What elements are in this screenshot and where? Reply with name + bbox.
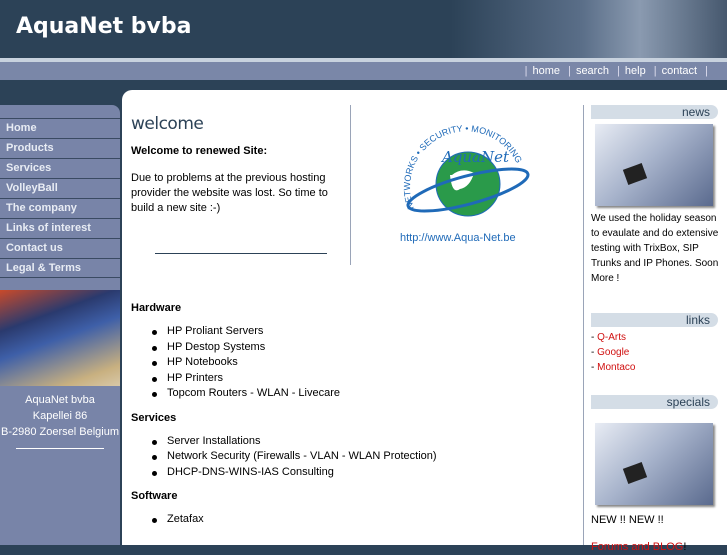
top-nav (0, 62, 727, 80)
aquanet-logo (392, 120, 542, 250)
link-montaco[interactable]: Montaco (597, 362, 636, 373)
specials-heading: specials (591, 395, 718, 409)
site-title: AquaNet bvba (16, 14, 192, 39)
list-item: HP Proliant Servers (152, 324, 471, 340)
news-image (595, 124, 713, 206)
sidebar-item-services[interactable]: Services (0, 158, 120, 178)
divider (350, 105, 351, 265)
nav-contact[interactable]: contact (661, 65, 698, 77)
list-item: DHCP-DNS-WINS-IAS Consulting (152, 465, 471, 481)
divider (583, 105, 584, 545)
nav-separator: | (653, 65, 657, 77)
specials-image (595, 423, 713, 505)
nav-help[interactable]: help (624, 65, 646, 77)
nav-separator: | (617, 65, 620, 77)
nav-separator: | (705, 65, 708, 77)
list-item: Zetafax (152, 512, 471, 528)
links-heading: links (591, 313, 718, 327)
hardware-list (152, 324, 471, 402)
link-google[interactable]: Google (597, 347, 630, 358)
section-title: Services (131, 411, 177, 424)
address-line: Kapellei 86 (32, 410, 88, 422)
nav-separator: | (568, 65, 571, 77)
software-list (152, 512, 471, 528)
sidebar-menu (0, 118, 120, 278)
page-title: welcome (131, 114, 204, 134)
sidebar-item-company[interactable]: The company (0, 198, 120, 218)
address (0, 392, 120, 440)
sidebar (0, 105, 120, 545)
divider (155, 253, 327, 254)
nav-search[interactable]: search (575, 65, 609, 77)
list-item: Topcom Routers - WLAN - Livecare (152, 386, 471, 402)
list-item: HP Printers (152, 371, 471, 387)
logo-url: http://www.Aqua-Net.be (400, 232, 516, 244)
intro (131, 144, 336, 216)
section-title: Hardware (131, 302, 182, 314)
sidebar-item-home[interactable]: Home (0, 118, 120, 138)
header-banner (0, 0, 727, 58)
divider (16, 448, 104, 449)
section-title: Software (131, 490, 178, 502)
sidebar-item-contact[interactable]: Contact us (0, 238, 120, 258)
volleyball-photo (0, 290, 120, 386)
news-heading: news (591, 105, 718, 119)
main-content (122, 90, 727, 553)
right-column (591, 105, 727, 555)
services-list (152, 434, 471, 481)
list-item: Server Installations (152, 434, 471, 450)
news-text: We used the holiday season to evaulate and do extensive testing with TrixBox, SIP Trunks and IP Phones. Soon More ! (591, 213, 719, 284)
intro-title: Welcome to renewed Site: (131, 145, 268, 157)
nav-home[interactable]: home (532, 65, 561, 77)
address-line: B-2980 Zoersel Belgium (0, 426, 119, 438)
sidebar-item-links[interactable]: Links of interest (0, 218, 120, 238)
list-item: HP Destop Systems (152, 340, 471, 356)
logo-arc-text: NETWORKS • SECURITY • MONITORING (401, 123, 524, 211)
intro-text: Due to problems at the previous hosting provider the website was lost. So time to build a new site :-) (131, 172, 328, 214)
link-q-arts[interactable]: Q-Arts (597, 332, 626, 343)
globe-icon (392, 120, 542, 230)
specials-suffix: ! (683, 541, 687, 553)
forums-blog-link[interactable]: Forums and BLOG (591, 541, 684, 553)
list-item: Network Security (Firewalls - VLAN - WLAN Protection) (152, 449, 471, 465)
specials-text: NEW !! NEW !! (591, 514, 664, 526)
address-line: AquaNet bvba (25, 394, 95, 406)
sidebar-item-volleyball[interactable]: VolleyBall (0, 178, 120, 198)
sidebar-item-legal[interactable]: Legal & Terms (0, 258, 120, 278)
links-list: - Q-Arts - Google - Montaco (591, 332, 636, 373)
logo-name: AquaNet (442, 148, 510, 166)
offerings (131, 302, 471, 538)
sidebar-item-products[interactable]: Products (0, 138, 120, 158)
nav-separator: | (524, 65, 528, 77)
list-item: HP Notebooks (152, 355, 471, 371)
